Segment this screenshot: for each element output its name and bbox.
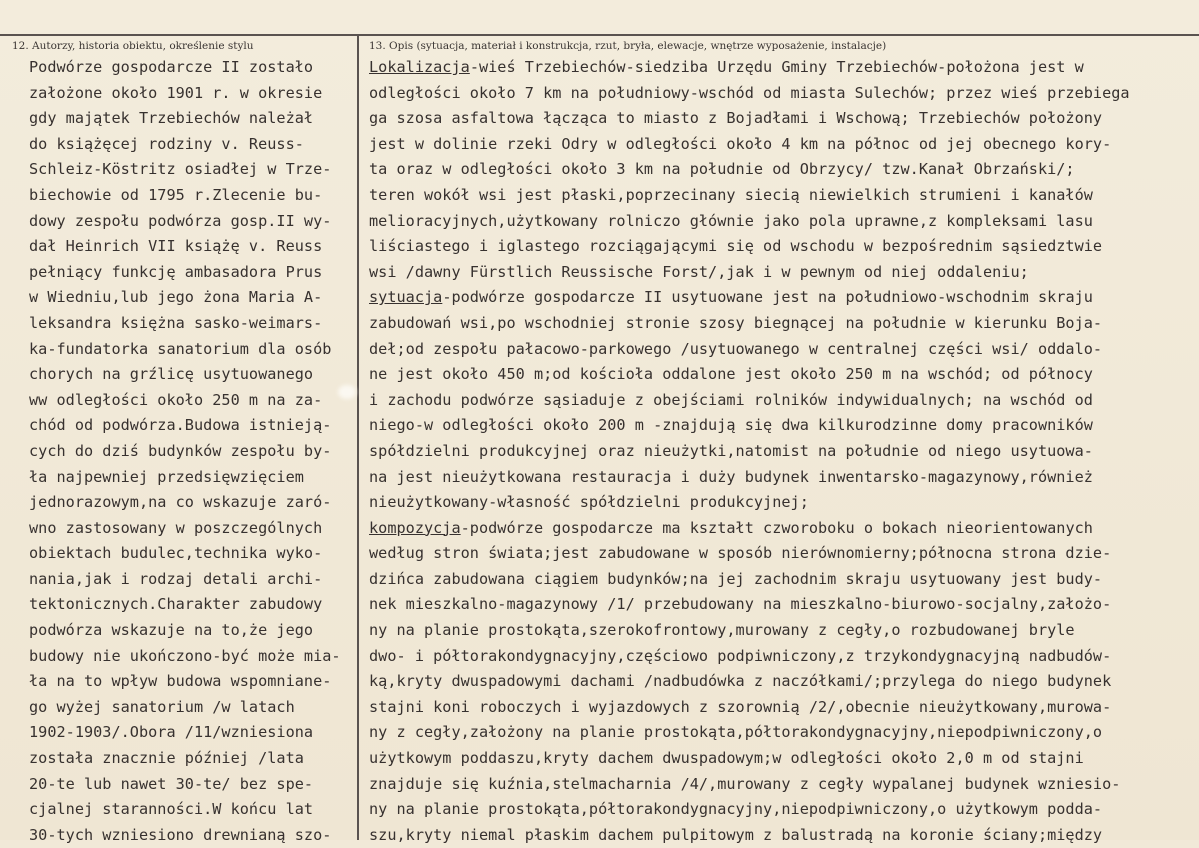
description-line bbox=[369, 55, 1130, 81]
history-line: do książęcej rodziny v. Reuss- bbox=[29, 134, 304, 153]
description-line bbox=[369, 183, 1130, 209]
section-13-header: 13. Opis (sytuacja, materiał i konstrukcja, rzut, bryła, elewacje, wnętrze wyposażenie, instalacje) bbox=[369, 40, 887, 52]
history-line: założone około 1901 r. w okresie bbox=[29, 83, 323, 102]
history-column bbox=[29, 55, 341, 848]
history-line: biechowie od 1795 r.Zlecenie bu- bbox=[29, 185, 323, 204]
history-line: 30-tych wzniesiono drewnianą szo- bbox=[29, 825, 332, 844]
history-line: cych do dziś budynków zespołu by- bbox=[29, 441, 332, 460]
description-line bbox=[369, 720, 1130, 746]
description-text: dzińca zabudowana ciągiem budynków;na jej zachodnim skraju usytuowany jest budy- bbox=[369, 569, 1103, 588]
description-text: ga szosa asfaltowa łącząca to miasto z Bojadłami i Wschową; Trzebiechów położony bbox=[369, 109, 1103, 128]
description-line bbox=[369, 669, 1130, 695]
history-line: dowy zespołu podwórza gosp.II wy- bbox=[29, 211, 332, 230]
history-line: Schleiz-Köstritz osiadłej w Trze- bbox=[29, 160, 332, 179]
history-line: dał Heinrich VII książę v. Reuss bbox=[29, 237, 323, 256]
description-text: teren wokół wsi jest płaski,poprzecinany siecią niewielkich strumieni i kanałów bbox=[369, 185, 1093, 204]
description-text: ny z cegły,założony na planie prostokąta,półtorakondygnacyjny,niepodpiwniczony,o bbox=[369, 723, 1103, 742]
description-text: nieużytkowany-własność spółdzielni produkcyjnej; bbox=[369, 493, 809, 512]
description-line bbox=[369, 260, 1130, 286]
description-text: nek mieszkalno-magazynowy /1/ przebudowany na mieszkalno-biurowo-socjalny,założo- bbox=[369, 595, 1112, 614]
history-line: gdy majątek Trzebiechów należał bbox=[29, 109, 314, 128]
description-line bbox=[369, 746, 1130, 772]
history-line: chód od podwórza.Budowa istnieją- bbox=[29, 416, 332, 435]
description-text: liściastego i iglastego rozciągającymi się od wschodu w bezpośrednim sąsiedztwie bbox=[369, 237, 1103, 256]
history-line: 1902-1903/.Obora /11/wzniesiona bbox=[29, 723, 314, 742]
description-line bbox=[369, 234, 1130, 260]
description-line bbox=[369, 311, 1130, 337]
history-line: ła najpewniej przedsięwzięciem bbox=[29, 467, 304, 486]
history-line: nania,jak i rodzaj detali archi- bbox=[29, 569, 323, 588]
description-text: odległości około 7 km na południowy-wschód od miasta Sulechów; przez wieś przebiega bbox=[369, 83, 1130, 102]
description-line bbox=[369, 132, 1130, 158]
description-text: niego-w odległości około 200 m -znajdują się dwa kilkurodzinne domy pracowników bbox=[369, 416, 1093, 435]
description-text: użytkowym poddaszu,kryty dachem dwuspadowym;w odległości około 2,0 m od stajni bbox=[369, 749, 1084, 768]
description-text: spółdzielni produkcyjnej oraz nieużytki,natomist na południe od niego usytuowa- bbox=[369, 441, 1093, 460]
description-line bbox=[369, 516, 1130, 542]
description-line bbox=[369, 541, 1130, 567]
description-line bbox=[369, 285, 1130, 311]
description-line bbox=[369, 106, 1130, 132]
history-line: została znacznie później /lata bbox=[29, 749, 304, 768]
history-line: podwórza wskazuje na to,że jego bbox=[29, 621, 314, 640]
description-text: jest w dolinie rzeki Odry w odległości około 4 km na północ od jej obecnego kory- bbox=[369, 134, 1112, 153]
history-line: ka-fundatorka sanatorium dla osób bbox=[29, 339, 332, 358]
description-text: i zachodu podwórze sąsiaduje z obejściami rolników indywidualnych; na wschód od bbox=[369, 390, 1093, 409]
description-text: według stron świata;jest zabudowane w sposób nierównomierny;północna strona dzie- bbox=[369, 544, 1112, 563]
history-line: budowy nie ukończono-być może mia- bbox=[29, 646, 341, 665]
description-line bbox=[369, 81, 1130, 107]
description-line bbox=[369, 592, 1130, 618]
description-line bbox=[369, 209, 1130, 235]
description-text: znajduje się kuźnia,stelmacharnia /4/,murowany z cegły wypalanej budynek wzniesio- bbox=[369, 774, 1121, 793]
description-text: stajni koni roboczych i wyjazdowych z szorownią /2/,obecnie nieużytkowany,murowa- bbox=[369, 697, 1112, 716]
description-line bbox=[369, 823, 1130, 848]
description-text: ta oraz w odległości około 3 km na południe od Obrzycy/ tzw.Kanał Obrzański/; bbox=[369, 160, 1075, 179]
description-text: szu,kryty niemal płaskim dachem pulpitowym z balustradą na koronie ściany;między bbox=[369, 825, 1103, 844]
history-line: leksandra księżna sasko-weimars- bbox=[29, 313, 323, 332]
history-line: Podwórze gospodarcze II zostało bbox=[29, 58, 314, 76]
description-text: dwo- i półtorakondygnacyjny,częściowo podpiwniczony,z trzykondygnacyjną nadbudów- bbox=[369, 646, 1112, 665]
description-text: wsi /dawny Fürstlich Reussische Forst/,jak i w pewnym od niej oddaleniu; bbox=[369, 262, 1029, 281]
header-rule bbox=[0, 34, 1199, 36]
description-text: -podwórze gospodarcze ma kształt czworoboku o bokach nieorientowanych bbox=[460, 518, 1093, 537]
description-line bbox=[369, 490, 1130, 516]
history-line: go wyżej sanatorium /w latach bbox=[29, 697, 295, 716]
description-column bbox=[369, 55, 1130, 848]
description-line bbox=[369, 797, 1130, 823]
description-line bbox=[369, 567, 1130, 593]
description-text: -wieś Trzebiechów-siedziba Urzędu Gminy Trzebiechów-położona jest w bbox=[469, 58, 1084, 76]
description-line bbox=[369, 465, 1130, 491]
description-line bbox=[369, 772, 1130, 798]
description-text: ny na planie prostokąta,półtorakondygnacyjny,niepodpiwniczony,o użytkowym podda- bbox=[369, 800, 1103, 819]
description-line bbox=[369, 439, 1130, 465]
history-line: ła na to wpływ budowa wspomniane- bbox=[29, 672, 332, 691]
history-line: jednorazowym,na co wskazuje zaró- bbox=[29, 493, 332, 512]
history-line: ww odległości około 250 m na za- bbox=[29, 390, 323, 409]
section-term: sytuacja bbox=[369, 288, 443, 307]
history-line: pełniący funkcję ambasadora Prus bbox=[29, 262, 323, 281]
description-line bbox=[369, 362, 1130, 388]
history-line: wno zastosowany w poszczególnych bbox=[29, 518, 323, 537]
history-line: cjalnej staranności.W końcu lat bbox=[29, 800, 314, 819]
description-text: na jest nieużytkowana restauracja i duży budynek inwentarsko-magazynowy,również bbox=[369, 467, 1093, 486]
description-line bbox=[369, 695, 1130, 721]
description-text: ką,kryty dwuspadowymi dachami /nadbudówka z naczółkami/;przylega do niego budynek bbox=[369, 672, 1112, 691]
description-text: deł;od zespołu pałacowo-parkowego /usytuowanego w centralnej części wsi/ oddalo- bbox=[369, 339, 1103, 358]
paper-blemish bbox=[338, 385, 356, 399]
history-line: chorych na grźlicę usytuowanego bbox=[29, 365, 314, 384]
description-line bbox=[369, 157, 1130, 183]
description-text: zabudowań wsi,po wschodniej stronie szosy biegnącej na południe w kierunku Boja- bbox=[369, 313, 1103, 332]
section-12-header: 12. Autorzy, historia obiektu, określenie stylu bbox=[12, 40, 254, 52]
description-line bbox=[369, 618, 1130, 644]
history-line: w Wiedniu,lub jego żona Maria A- bbox=[29, 288, 323, 307]
description-text: -podwórze gospodarcze II usytuowane jest na południowo-wschodnim skraju bbox=[442, 288, 1093, 307]
description-line bbox=[369, 644, 1130, 670]
section-term: kompozycja bbox=[369, 518, 461, 537]
description-line bbox=[369, 337, 1130, 363]
history-line: obiektach budulec,technika wyko- bbox=[29, 544, 323, 563]
history-line: tektonicznych.Charakter zabudowy bbox=[29, 595, 323, 614]
history-line: 20-te lub nawet 30-te/ bez spe- bbox=[29, 774, 314, 793]
section-term: Lokalizacja bbox=[369, 58, 470, 76]
column-divider bbox=[357, 34, 359, 840]
description-text: ne jest około 450 m;od kościoła oddalone jest około 250 m na wschód; od północy bbox=[369, 365, 1093, 384]
description-line bbox=[369, 388, 1130, 414]
description-text: melioracyjnych,użytkowany rolniczo głównie jako pola uprawne,z kompleksami lasu bbox=[369, 211, 1093, 230]
description-text: ny na planie prostokąta,szerokofrontowy,murowany z cegły,o rozbudowanej bryle bbox=[369, 621, 1075, 640]
description-line bbox=[369, 413, 1130, 439]
